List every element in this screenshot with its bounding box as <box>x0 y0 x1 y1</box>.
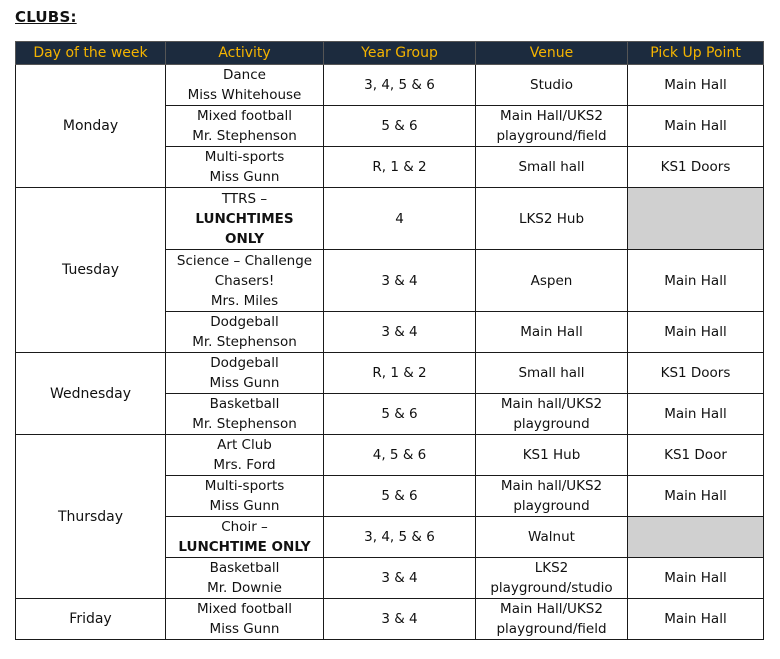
year-group-cell: 3 & 4 <box>324 599 476 640</box>
header-row <box>16 42 764 65</box>
year-group-cell: 5 & 6 <box>324 394 476 435</box>
year-group-cell: R, 1 & 2 <box>324 147 476 188</box>
venue-cell <box>476 188 628 250</box>
header-day: Day of the week <box>16 42 166 65</box>
header-venue: Venue <box>476 42 628 65</box>
activity-cell <box>166 476 324 517</box>
activity-line: Mr. Downie <box>207 580 282 596</box>
activity-cell <box>166 394 324 435</box>
pickup-cell: Main Hall <box>628 65 764 106</box>
day-cell-wednesday: Wednesday <box>16 353 166 435</box>
year-group-cell: 4, 5 & 6 <box>324 435 476 476</box>
activity-line: Mrs. Miles <box>210 292 279 309</box>
activity-cell <box>166 353 324 394</box>
pickup-cell: Main Hall <box>628 599 764 640</box>
activity-cell <box>166 147 324 188</box>
activity-line: Mr. Stephenson <box>192 334 297 350</box>
page-title: CLUBS: <box>15 8 77 26</box>
activity-line: Chasers! <box>214 272 275 289</box>
venue-cell <box>476 312 628 353</box>
pickup-cell: Main Hall <box>628 394 764 435</box>
activity-line: Mr. Stephenson <box>192 128 297 144</box>
activity-cell <box>166 312 324 353</box>
activity-cell <box>166 65 324 106</box>
activity-cell <box>166 599 324 640</box>
activity-line: Miss Gunn <box>209 498 280 514</box>
header-activity: Activity <box>166 42 324 65</box>
pickup-cell-empty <box>628 517 764 558</box>
pickup-cell-empty <box>628 188 764 250</box>
year-group-cell: R, 1 & 2 <box>324 353 476 394</box>
activity-line: LUNCHTIME ONLY <box>178 539 311 555</box>
venue-cell <box>476 394 628 435</box>
activity-line: Miss Gunn <box>209 375 280 391</box>
venue-cell <box>476 435 628 476</box>
activity-line: Dodgeball <box>210 314 279 330</box>
pickup-cell: KS1 Doors <box>628 147 764 188</box>
pickup-cell: KS1 Doors <box>628 353 764 394</box>
activity-line: Multi-sports <box>204 149 285 165</box>
venue-line: Small hall <box>518 365 585 381</box>
activity-line: Mrs. Ford <box>213 457 276 473</box>
year-group-cell: 4 <box>324 188 476 250</box>
activity-line: LUNCHTIMES <box>195 210 294 227</box>
venue-cell <box>476 147 628 188</box>
activity-line: Miss Whitehouse <box>187 87 302 103</box>
year-group-cell: 5 & 6 <box>324 476 476 517</box>
table-row <box>16 188 764 250</box>
clubs-table <box>15 41 764 640</box>
activity-line: Dodgeball <box>210 355 279 371</box>
pickup-cell: Main Hall <box>628 106 764 147</box>
activity-cell <box>166 250 324 312</box>
activity-cell <box>166 435 324 476</box>
venue-cell <box>476 558 628 599</box>
activity-cell <box>166 558 324 599</box>
venue-cell <box>476 517 628 558</box>
table-row <box>16 65 764 106</box>
year-group-cell: 3, 4, 5 & 6 <box>324 517 476 558</box>
activity-line: ONLY <box>224 230 265 247</box>
activity-line: Dance <box>223 67 266 83</box>
table-row <box>16 599 764 640</box>
activity-line: Miss Gunn <box>209 169 280 185</box>
activity-cell <box>166 188 324 250</box>
venue-line: Main Hall <box>520 324 583 340</box>
pickup-cell: Main Hall <box>628 476 764 517</box>
venue-line: Aspen <box>530 272 573 289</box>
venue-line: playground/studio <box>490 580 613 596</box>
activity-line: Miss Gunn <box>209 621 280 637</box>
pickup-cell: Main Hall <box>628 558 764 599</box>
activity-line: Choir – <box>221 519 268 535</box>
year-group-cell: 5 & 6 <box>324 106 476 147</box>
activity-line: Basketball <box>209 396 280 412</box>
activity-line: TTRS – <box>221 190 268 207</box>
activity-cell <box>166 517 324 558</box>
venue-cell <box>476 65 628 106</box>
activity-line: Multi-sports <box>204 478 285 494</box>
pickup-cell: KS1 Door <box>628 435 764 476</box>
table-row <box>16 353 764 394</box>
venue-line: playground/field <box>496 621 607 637</box>
year-group-cell: 3 & 4 <box>324 250 476 312</box>
activity-line: Mr. Stephenson <box>192 416 297 432</box>
year-group-cell: 3 & 4 <box>324 558 476 599</box>
venue-line: Small hall <box>518 159 585 175</box>
venue-cell <box>476 106 628 147</box>
day-cell-monday: Monday <box>16 65 166 188</box>
day-cell-thursday: Thursday <box>16 435 166 599</box>
activity-line: Science – Challenge <box>176 252 313 269</box>
table-row <box>16 435 764 476</box>
pickup-cell: Main Hall <box>628 312 764 353</box>
venue-line: Main hall/UKS2 <box>500 396 603 412</box>
activity-cell <box>166 106 324 147</box>
activity-line: Mixed football <box>196 601 293 617</box>
venue-line: Studio <box>530 77 573 93</box>
year-group-cell: 3 & 4 <box>324 312 476 353</box>
venue-cell <box>476 599 628 640</box>
venue-line: playground <box>513 416 590 432</box>
activity-line: Basketball <box>209 560 280 576</box>
venue-cell <box>476 476 628 517</box>
venue-line: Main Hall/UKS2 <box>500 601 603 617</box>
venue-cell <box>476 353 628 394</box>
venue-line: Main Hall/UKS2 <box>500 108 603 124</box>
header-pick-up-point: Pick Up Point <box>628 42 764 65</box>
day-cell-friday: Friday <box>16 599 166 640</box>
venue-line: playground/field <box>496 128 607 144</box>
activity-line: Art Club <box>217 437 272 453</box>
pickup-cell: Main Hall <box>628 250 764 312</box>
venue-line: LKS2 <box>534 560 569 576</box>
venue-line: KS1 Hub <box>522 447 581 463</box>
year-group-cell: 3, 4, 5 & 6 <box>324 65 476 106</box>
activity-line: Mixed football <box>196 108 293 124</box>
day-cell-tuesday: Tuesday <box>16 188 166 353</box>
header-year-group: Year Group <box>324 42 476 65</box>
venue-line: playground <box>513 498 590 514</box>
venue-line: LKS2 Hub <box>518 210 585 227</box>
venue-line: Walnut <box>528 529 575 545</box>
venue-line: Main hall/UKS2 <box>500 478 603 494</box>
venue-cell <box>476 250 628 312</box>
